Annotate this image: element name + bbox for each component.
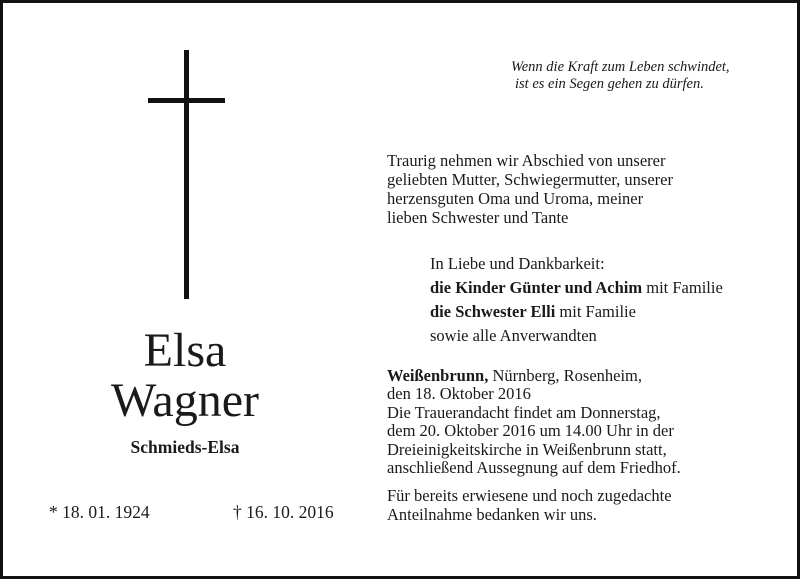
signer-names: die Schwester Elli	[430, 302, 556, 321]
thanks-line: Anteilnahme bedanken wir uns.	[387, 504, 597, 524]
intro-line: herzensguten Oma und Uroma, meiner	[387, 189, 644, 208]
service-line: dem 20. Oktober 2016 um 14.00 Uhr in der	[387, 421, 674, 441]
intro-text	[387, 151, 673, 227]
intro-line: Traurig nehmen wir Abschied von unserer	[387, 151, 666, 170]
thanks-line: Für bereits erwiesene und noch zugedachte	[387, 486, 672, 505]
intro-line: lieben Schwester und Tante	[387, 208, 569, 227]
first-name: Elsa	[143, 324, 227, 377]
signer-suffix: mit Familie	[555, 302, 636, 321]
place-line	[387, 367, 681, 385]
nickname: Schmieds-Elsa	[130, 437, 240, 457]
signer-line	[430, 276, 723, 300]
intro-line: geliebten Mutter, Schwiegermutter, unserer	[387, 170, 673, 189]
service-line: Dreieinigkeitskirche in Weißenbrunn statt,	[387, 439, 667, 459]
quote	[511, 59, 730, 93]
place-and-service	[387, 367, 681, 477]
signer-names: die Kinder Günter und Achim	[430, 278, 643, 297]
cross-icon-bar	[148, 98, 225, 103]
service-line: Die Trauerandacht findet am Donnerstag,	[387, 402, 661, 422]
last-name: Wagner	[110, 374, 260, 427]
place-town: Weißenbrunn,	[387, 366, 489, 385]
place-date: den 18. Oktober 2016	[387, 384, 531, 404]
signers-heading: In Liebe und Dankbarkeit:	[430, 254, 605, 273]
signer-line	[430, 300, 723, 324]
signer-suffix: mit Familie	[642, 278, 723, 297]
cross-icon	[184, 50, 189, 299]
thanks-text	[387, 487, 672, 524]
quote-line: Wenn die Kraft zum Leben schwindet,	[511, 59, 730, 75]
death-date: † 16. 10. 2016	[233, 502, 334, 522]
signer-line: sowie alle Anverwandten	[430, 326, 597, 345]
place-towns: Nürnberg, Rosenheim,	[488, 366, 643, 385]
birth-date: * 18. 01. 1924	[49, 502, 150, 522]
service-line: anschließend Aussegnung auf dem Friedhof.	[387, 458, 681, 478]
quote-line: ist es ein Segen gehen zu dürfen.	[515, 76, 704, 92]
signers	[430, 252, 723, 348]
